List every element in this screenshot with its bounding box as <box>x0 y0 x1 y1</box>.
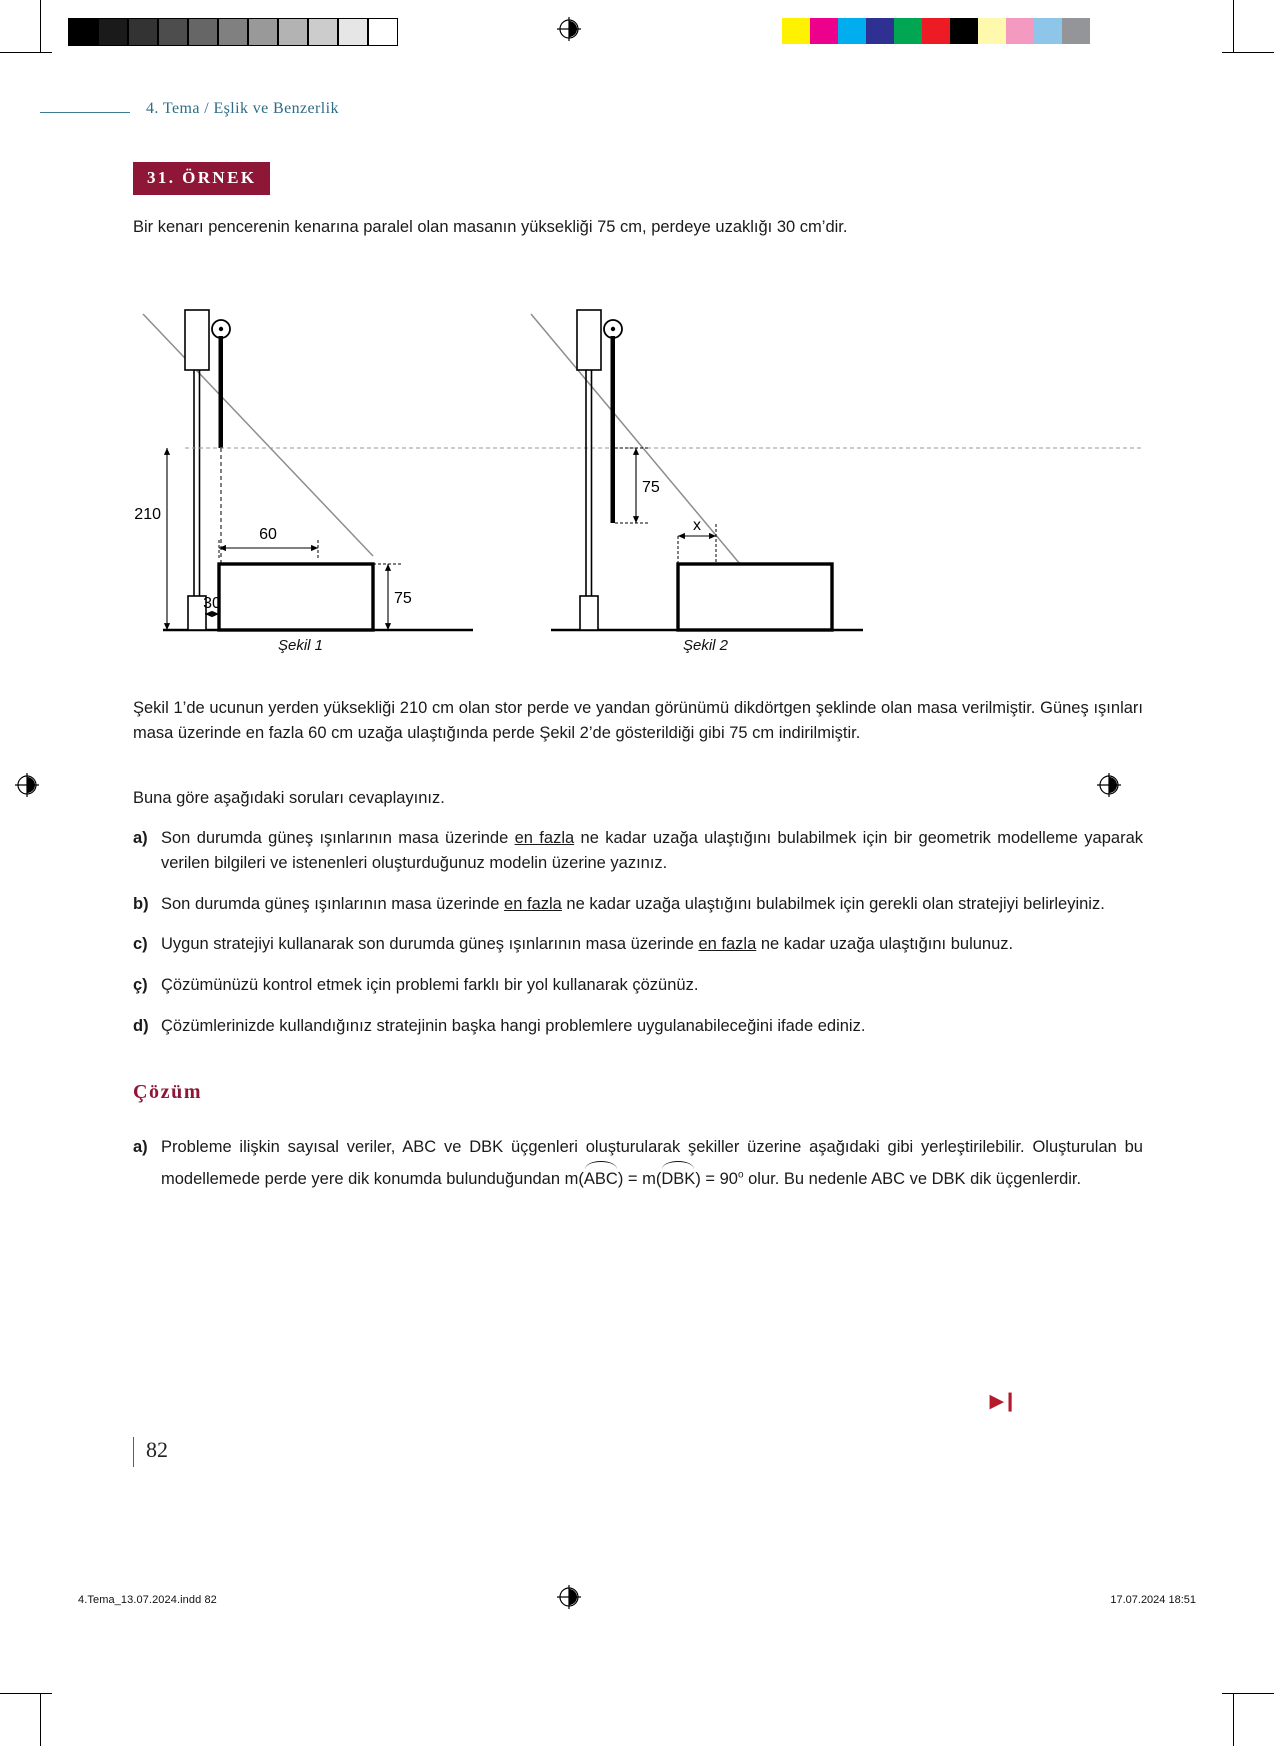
solution-item-a <box>133 1135 1143 1192</box>
question-text-post: ne kadar uzağa ulaştığını bulabilmek için gerekli olan stratejiyi belirleyiniz. <box>561 894 1105 913</box>
solution-paragraph: Probleme ilişkin sayısal veriler, ABC ve DBK üçgenleri oluşturularak şekiller üzerine aşağıdaki gibi yerleştirilebilir. Oluşturulan bu modellemede perde yere dik konumda bulunduğundan <box>161 1138 1143 1188</box>
solution-block <box>133 1135 1143 1192</box>
math-angle-dbk: DBK <box>661 1169 696 1188</box>
breadcrumb: 4. Tema / Eşlik ve Benzerlik <box>146 100 339 117</box>
label-30: 30 <box>203 595 221 612</box>
footer-timestamp: 17.07.2024 18:51 <box>1110 1594 1196 1606</box>
example-badge: 31. ÖRNEK <box>133 162 270 195</box>
math-equals-m: = m <box>623 1169 656 1188</box>
sekil-2-group <box>531 310 863 630</box>
question-list <box>133 826 1143 1055</box>
math-suffix: olur. Bu nedenle ABC ve DBK dik üçgenlerdir. <box>743 1169 1082 1188</box>
question-text <box>161 826 1143 876</box>
question-marker: d) <box>133 1016 149 1035</box>
math-paren-open: ( <box>578 1169 584 1188</box>
math-paren-open-2: ( <box>655 1169 662 1188</box>
math-paren-close: ) <box>617 1169 624 1188</box>
math-value: = 90 <box>700 1169 738 1188</box>
solution-math-expression <box>565 1164 1081 1192</box>
angle-arc-dbk <box>661 1164 695 1192</box>
solution-heading: Çözüm <box>133 1081 203 1103</box>
math-paren-close-2: ) <box>695 1169 701 1188</box>
solution-text <box>161 1135 1143 1192</box>
question-emphasis: en fazla <box>698 935 757 954</box>
math-degree-symbol: o <box>737 1169 744 1181</box>
arc-icon <box>662 1161 694 1169</box>
question-text: Çözümünüzü kontrol etmek için problemi farklı bir yol kullanarak çözünüz. <box>161 976 699 994</box>
label-210: 210 <box>134 506 161 523</box>
math-m-prefix: m <box>564 1169 579 1188</box>
question-marker: b) <box>133 894 149 913</box>
question-text-post: ne kadar uzağa ulaştığını bulunuz. <box>756 935 1014 954</box>
question-text-pre: Son durumda güneş ışınlarının masa üzerinde <box>161 829 515 847</box>
question-item-d <box>133 1014 1143 1039</box>
question-item-c <box>133 932 1143 957</box>
next-page-arrow-icon[interactable]: ▶❙ <box>989 1391 1016 1412</box>
math-angle-abc: ABC <box>583 1169 618 1188</box>
angle-arc-abc <box>584 1164 618 1192</box>
label-60: 60 <box>259 526 277 543</box>
footer-file-info: 4.Tema_13.07.2024.indd 82 <box>78 1594 217 1606</box>
label-x: x <box>693 517 701 534</box>
figure-caption-2: Şekil 2 <box>683 637 729 654</box>
question-item-a <box>133 826 1143 876</box>
question-text: Çözümlerinizde kullandığınız stratejinin başka hangi problemlere uygulanabileceğini ifade ediniz. <box>161 1016 866 1035</box>
solution-marker: a) <box>133 1138 148 1156</box>
page-number: 82 <box>146 1437 168 1462</box>
question-text-pre: Uygun stratejiyi kullanarak son durumda güneş ışınlarının masa üzerinde <box>161 935 699 954</box>
arc-icon <box>585 1161 617 1169</box>
question-marker: a) <box>133 829 148 847</box>
figure-caption-1: Şekil 1 <box>278 637 324 654</box>
question-emphasis: en fazla <box>504 894 562 913</box>
question-item-b <box>133 892 1143 917</box>
sekil-1-group <box>134 310 1143 630</box>
question-marker: ç) <box>133 976 148 994</box>
question-item-c-cedilla <box>133 973 1143 998</box>
question-text-post: ne kadar uzağa ulaştığını bulabilmek için bir geometrik modelleme yaparak verilen bilgileri ve istenenleri oluşturduğunuz modelin üzerine yazınız. <box>161 829 1143 872</box>
question-emphasis: en fazla <box>514 829 575 847</box>
figure-svg <box>133 296 1143 646</box>
question-text <box>161 932 1143 957</box>
page-number-rule <box>133 1437 134 1467</box>
label-75-lowered: 75 <box>642 479 660 496</box>
label-75-table: 75 <box>394 590 412 607</box>
body-paragraph-1: Şekil 1’de ucunun yerden yüksekliği 210 cm olan stor perde ve yandan görünümü dikdörtgen şeklinde olan masa verilmiştir. Güneş ışınları masa üzerinde en fazla 60 cm uzağa ulaştığında perde Şekil 2’de gösterildiği gibi 75 cm indirilmiştir. <box>133 699 1143 742</box>
question-text-pre: Son durumda güneş ışınlarının masa üzerinde <box>161 894 505 913</box>
header-rule <box>40 112 130 113</box>
figure-diagram <box>133 296 1143 666</box>
question-text <box>161 892 1143 917</box>
question-marker: c) <box>133 935 148 954</box>
example-intro-text: Bir kenarı pencerenin kenarına paralel olan masanın yüksekliği 75 cm, perdeye uzaklığı 30 cm’dir. <box>133 218 848 236</box>
body-paragraph-2: Buna göre aşağıdaki soruları cevaplayınız. <box>133 789 445 807</box>
